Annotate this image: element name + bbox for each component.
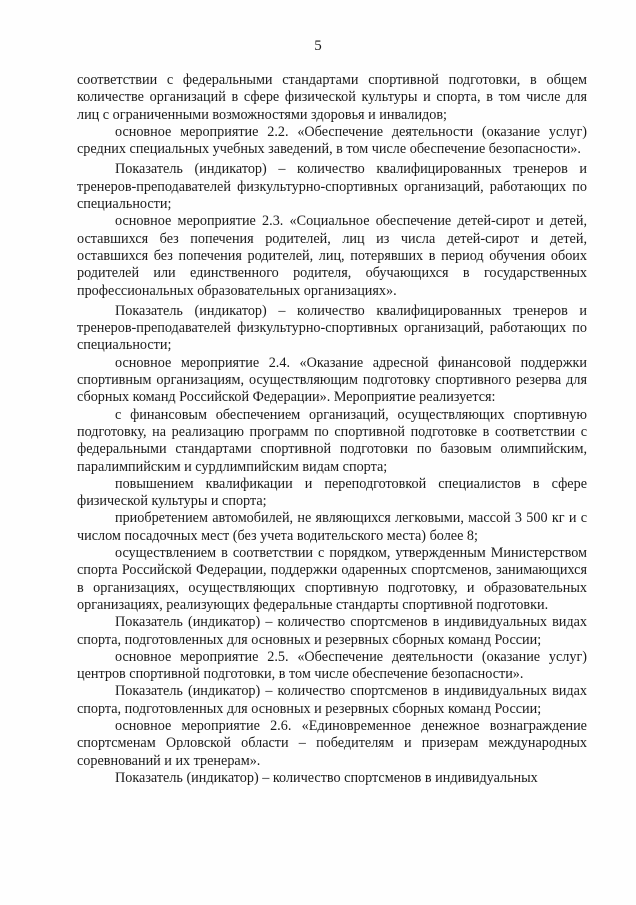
paragraph: основное мероприятие 2.6. «Единовременное денежное вознаграждение спортсменам Орловской области – победителям и призерам международных соревнований и их тренерам». [77,717,587,769]
page-number: 5 [314,38,322,54]
paragraph: основное мероприятие 2.3. «Социальное обеспечение детей-сирот и детей, оставшихся без попечения родителей, лиц из числа детей-сирот и детей, оставшихся без попечения родителей, лиц, потерявших в период обучения обоих родителей или единственного родителя, обучающихся в государственных профессиональных образовательных организациях». [77,213,587,299]
paragraph: Показатель (индикатор) – количество квалифицированных тренеров и тренеров-преподавателей физкультурно-спортивных организаций, работающих по специальности; [77,302,587,354]
paragraph: повышением квалификации и переподготовкой специалистов в сфере физической культуры и спорта; [77,475,587,510]
paragraph: осуществлением в соответствии с порядком, утвержденным Министерством спорта Российской Федерации, поддержки одаренных спортсменов, занимающихся в организациях, осуществляющих спортивную подготовку, и образовательных организациях, реализующих федеральные стандарты спортивной подготовки. [77,545,587,613]
paragraph: Показатель (индикатор) – количество квалифицированных тренеров и тренеров-преподавателей физкультурно-спортивных организаций, работающих по специальности; [77,161,587,213]
paragraph: Показатель (индикатор) – количество спортсменов в индивидуальных видах спорта, подготовленных для основных и резервных сборных команд России; [77,614,587,648]
paragraph: Показатель (индикатор) – количество спортсменов в индивидуальных видах спорта, подготовленных для основных и резервных сборных команд России; [77,683,587,717]
paragraph: Показатель (индикатор) – количество спортсменов в индивидуальных [115,769,538,786]
paragraph: с финансовым обеспечением организаций, осуществляющих спортивную подготовку, на реализацию программ по спортивной подготовке в соответствии с федеральными стандартами спортивной подготовки по базовым олимпийским, паралимпийским и сурдлимпийским видам спорта; [77,406,587,475]
paragraph: основное мероприятие 2.2. «Обеспечение деятельности (оказание услуг) средних специальных учебных заведений, в том числе обеспечение безопасности». [77,123,587,158]
paragraph: основное мероприятие 2.4. «Оказание адресной финансовой поддержки спортивным организациям, осуществляющим подготовку спортивного резерва для сборных команд Российской Федерации». Мероприятие реализуется: [77,354,587,406]
document-body [77,72,587,787]
paragraph: соответствии с федеральными стандартами спортивной подготовки, в общем количестве организаций в сфере физической культуры и спорта, в том числе для лиц с ограниченными возможностями здоровья и инвалидов; [77,72,587,123]
paragraph: основное мероприятие 2.5. «Обеспечение деятельности (оказание услуг) центров спортивной подготовки, в том числе обеспечение безопасности». [77,648,587,683]
paragraph: приобретением автомобилей, не являющихся легковыми, массой 3 500 кг и с числом посадочных мест (без учета водительского места) более 8; [77,510,587,544]
